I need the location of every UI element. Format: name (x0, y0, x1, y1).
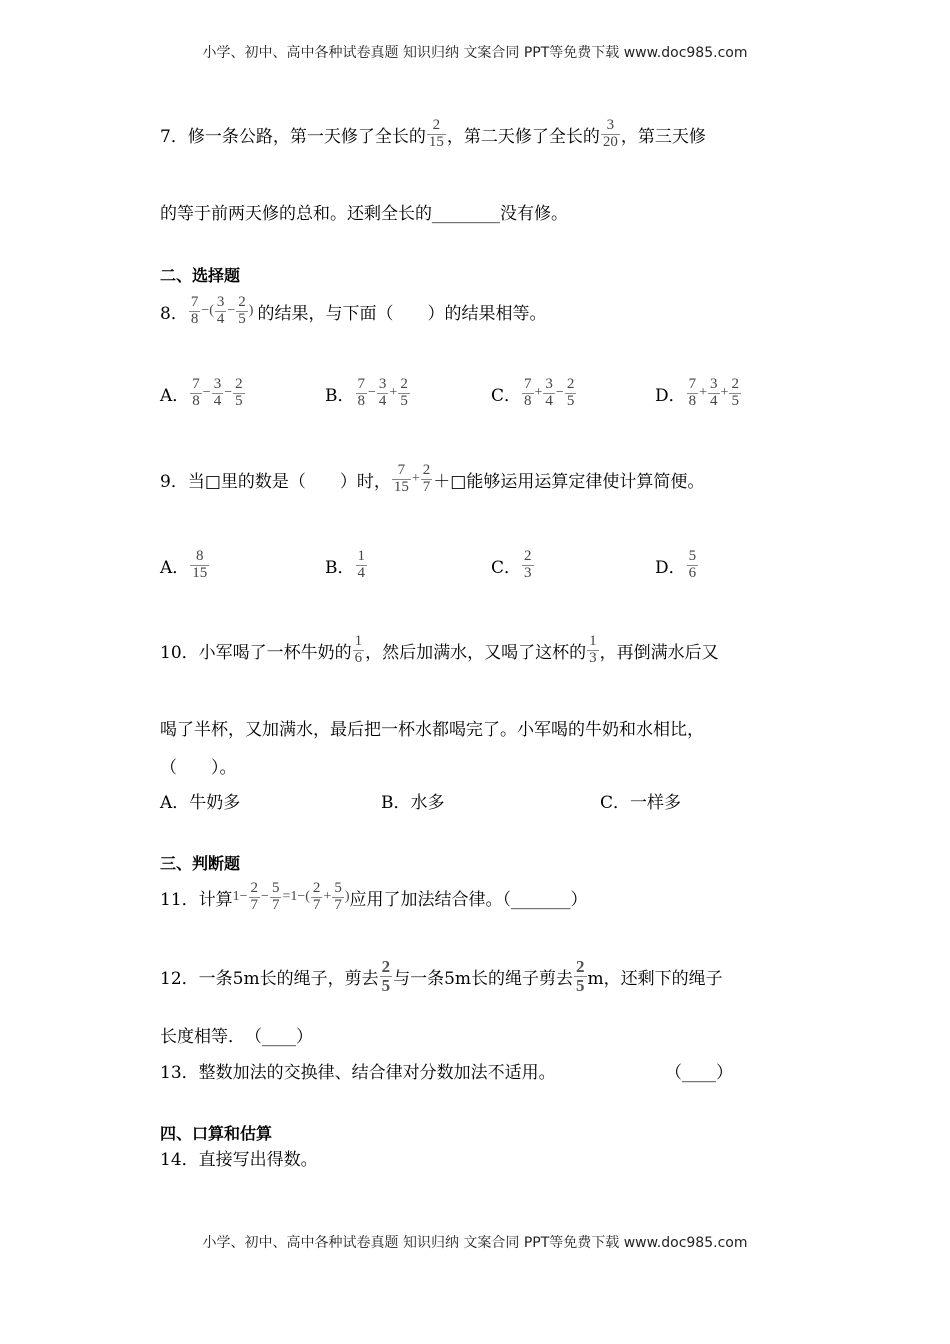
denominator: 20 (602, 133, 618, 150)
numerator: 7 (397, 462, 406, 478)
numerator: 5 (688, 548, 697, 564)
fraction (311, 881, 323, 914)
denominator: 7 (271, 896, 280, 913)
denominator: 15 (393, 478, 409, 495)
section-heading-judgement: 三、判断题 (160, 854, 241, 873)
q11-suffix: 应用了加法结合律。（_______） (349, 889, 588, 910)
numerator: 3 (213, 376, 222, 392)
fraction (687, 377, 699, 410)
numerator: 2 (566, 376, 575, 392)
q11-prefix: 11．计算 (160, 889, 233, 910)
denominator: 8 (524, 392, 532, 409)
question-10-line-1 (160, 634, 719, 667)
question-12-line-1 (160, 958, 723, 995)
denominator: 5 (400, 392, 408, 409)
denominator: 8 (190, 310, 199, 327)
question-7-line-2: 的等于前两天修的总和。还剩全长的________没有修。 (160, 204, 568, 224)
page-footer: 小学、初中、高中各种试卷真题 知识归纳 文案合同 PPT等免费下载 www.doc985.com (202, 1235, 748, 1251)
denominator: 3 (524, 564, 532, 581)
q12-text-1: 12．一条5m长的绳子，剪去 (160, 968, 379, 989)
numerator: 2 (524, 548, 532, 564)
q8-option-a[interactable] (160, 377, 246, 410)
fraction (377, 377, 389, 410)
denominator: 7 (334, 896, 342, 913)
denominator: 7 (250, 896, 259, 913)
denominator: 8 (688, 392, 697, 409)
denominator: 5 (731, 392, 739, 409)
q8-option-c[interactable] (491, 377, 577, 410)
fraction (587, 634, 599, 667)
fraction (565, 377, 577, 410)
option-label: A． (160, 557, 190, 578)
numerator: 2 (432, 117, 441, 133)
q12-text-3: m，还剩下的绳子 (587, 968, 723, 989)
operator: + (720, 385, 729, 401)
numerator: 1 (354, 633, 363, 649)
fraction (601, 118, 620, 151)
question-12-line-2: 长度相等． （____） (160, 1027, 313, 1047)
option-label: B． (325, 557, 355, 578)
denominator: 4 (378, 392, 387, 409)
page-header: 小学、初中、高中各种试卷真题 知识归纳 文案合同 PPT等免费下载 www.doc985.com (202, 45, 748, 61)
q7-text-2: ，第二天修了全长的 (446, 126, 600, 147)
q9-option-b[interactable] (325, 549, 368, 582)
operator: + (323, 889, 332, 905)
question-11 (160, 881, 587, 914)
denominator: 15 (428, 133, 444, 150)
fraction (522, 549, 534, 582)
denominator: 6 (354, 649, 363, 666)
fraction (427, 118, 446, 151)
fraction (421, 463, 433, 496)
numerator: 2 (731, 376, 739, 392)
denominator: 5 (576, 975, 585, 995)
fraction (522, 377, 534, 410)
section-heading-choice: 二、选择题 (160, 266, 241, 285)
denominator: 4 (213, 392, 222, 409)
numerator: 2 (576, 957, 585, 976)
fraction (687, 549, 699, 582)
option-label: D． (655, 385, 686, 406)
operator: + (699, 385, 708, 401)
question-14: 14．直接写出得数。 (160, 1150, 318, 1170)
numerator: 8 (196, 548, 204, 564)
fraction (189, 295, 201, 328)
operator: ) (248, 303, 254, 319)
numerator: 1 (589, 633, 597, 649)
question-8 (160, 295, 546, 328)
q10-option-c[interactable]: C．一样多 (600, 793, 682, 813)
fraction (380, 958, 393, 995)
option-label: C． (491, 557, 522, 578)
numerator: 2 (250, 880, 259, 896)
question-10-line-2: 喝了半杯，又加满水，最后把一杯水都喝完了。小军喝的牛奶和水相比， (160, 720, 704, 740)
operator: ) (344, 889, 350, 905)
denominator: 3 (589, 649, 597, 666)
denominator: 5 (381, 975, 391, 995)
numerator: 2 (400, 376, 408, 392)
denominator: 4 (357, 564, 365, 581)
q10-option-b[interactable]: B．水多 (381, 793, 445, 813)
numerator: 1 (357, 548, 365, 564)
numerator: 2 (235, 376, 243, 392)
q8-option-d[interactable] (655, 377, 742, 410)
numerator: 3 (216, 294, 225, 310)
q9-option-a[interactable] (160, 549, 210, 582)
numerator: 3 (545, 376, 553, 392)
q10-text-1: 10．小军喝了一杯牛奶的 (160, 642, 352, 663)
operator: −( (201, 303, 214, 319)
option-label: B． (325, 385, 355, 406)
operator: + (534, 385, 543, 401)
denominator: 7 (312, 896, 321, 913)
operator: − (202, 385, 211, 401)
q9-text-2: ＋□能够运用运算定律使计算简便。 (433, 471, 705, 492)
q9-text-1: 9．当□里的数是（ ）时， (160, 471, 391, 492)
fraction (356, 549, 368, 582)
numerator: 7 (524, 376, 532, 392)
operator: − (224, 385, 233, 401)
fraction (270, 881, 282, 914)
denominator: 4 (710, 392, 718, 409)
operator: − (227, 303, 236, 319)
operator: − (555, 385, 564, 401)
q10-text-2: ，然后加满水，又喝了这杯的 (365, 642, 587, 663)
denominator: 8 (192, 392, 200, 409)
section-heading-mental-math: 四、口算和估算 (160, 1124, 273, 1143)
fraction (332, 881, 344, 914)
question-9 (160, 463, 704, 496)
option-label: D． (655, 557, 686, 578)
q8-prefix: 8． (160, 303, 188, 324)
denominator: 5 (238, 310, 246, 327)
denominator: 4 (216, 310, 225, 327)
fraction (233, 377, 245, 410)
fraction (392, 463, 411, 496)
numerator: 2 (381, 957, 391, 976)
q13-answer-blank[interactable]: （____） (665, 1063, 733, 1083)
operator: − (368, 385, 376, 401)
operator: − (261, 889, 269, 905)
numerator: 2 (238, 294, 246, 310)
q7-text-1: 7．修一条公路，第一天修了全长的 (160, 126, 426, 147)
numerator: 3 (606, 117, 615, 133)
denominator: 15 (192, 564, 208, 581)
fraction (190, 549, 209, 582)
numerator: 2 (422, 462, 431, 478)
numerator: 3 (378, 376, 387, 392)
numerator: 7 (192, 376, 200, 392)
question-10-line-3: （ ）。 (160, 758, 237, 778)
option-label: C． (491, 385, 522, 406)
numerator: 5 (271, 880, 280, 896)
operator: =1−( (282, 889, 310, 905)
operator: 1− (232, 889, 248, 905)
denominator: 4 (545, 392, 553, 409)
denominator: 8 (357, 392, 365, 409)
numerator: 2 (312, 880, 321, 896)
q9-option-c[interactable] (491, 549, 535, 582)
q10-option-a[interactable]: A．牛奶多 (160, 793, 241, 813)
fraction (190, 377, 202, 410)
fraction (215, 295, 227, 328)
q8-option-b[interactable] (325, 377, 411, 410)
fraction (708, 377, 720, 410)
denominator: 7 (422, 478, 431, 495)
option-label: A． (160, 385, 190, 406)
numerator: 5 (334, 880, 342, 896)
numerator: 7 (688, 376, 697, 392)
q10-text-3: ，再倒满水后又 (599, 642, 719, 663)
numerator: 3 (710, 376, 718, 392)
fraction (574, 958, 587, 995)
numerator: 7 (190, 294, 199, 310)
question-13: 13．整数加法的交换律、结合律对分数加法不适用。 (160, 1063, 556, 1083)
denominator: 5 (566, 392, 575, 409)
fraction (356, 377, 368, 410)
fraction (236, 295, 248, 328)
numerator: 7 (357, 376, 365, 392)
fraction (398, 377, 410, 410)
denominator: 5 (235, 392, 243, 409)
operator: + (389, 385, 398, 401)
q12-text-2: 与一条5m长的绳子剪去 (393, 968, 574, 989)
fraction (543, 377, 555, 410)
denominator: 6 (688, 564, 697, 581)
fraction (729, 377, 741, 410)
fraction (212, 377, 224, 410)
operator: + (411, 471, 420, 487)
question-7-line-1 (160, 118, 706, 151)
q7-text-3: ，第三天修 (620, 126, 706, 147)
q9-option-d[interactable] (655, 549, 699, 582)
fraction (353, 634, 365, 667)
fraction (249, 881, 261, 914)
q8-suffix: 的结果，与下面（ ）的结果相等。 (257, 303, 547, 324)
